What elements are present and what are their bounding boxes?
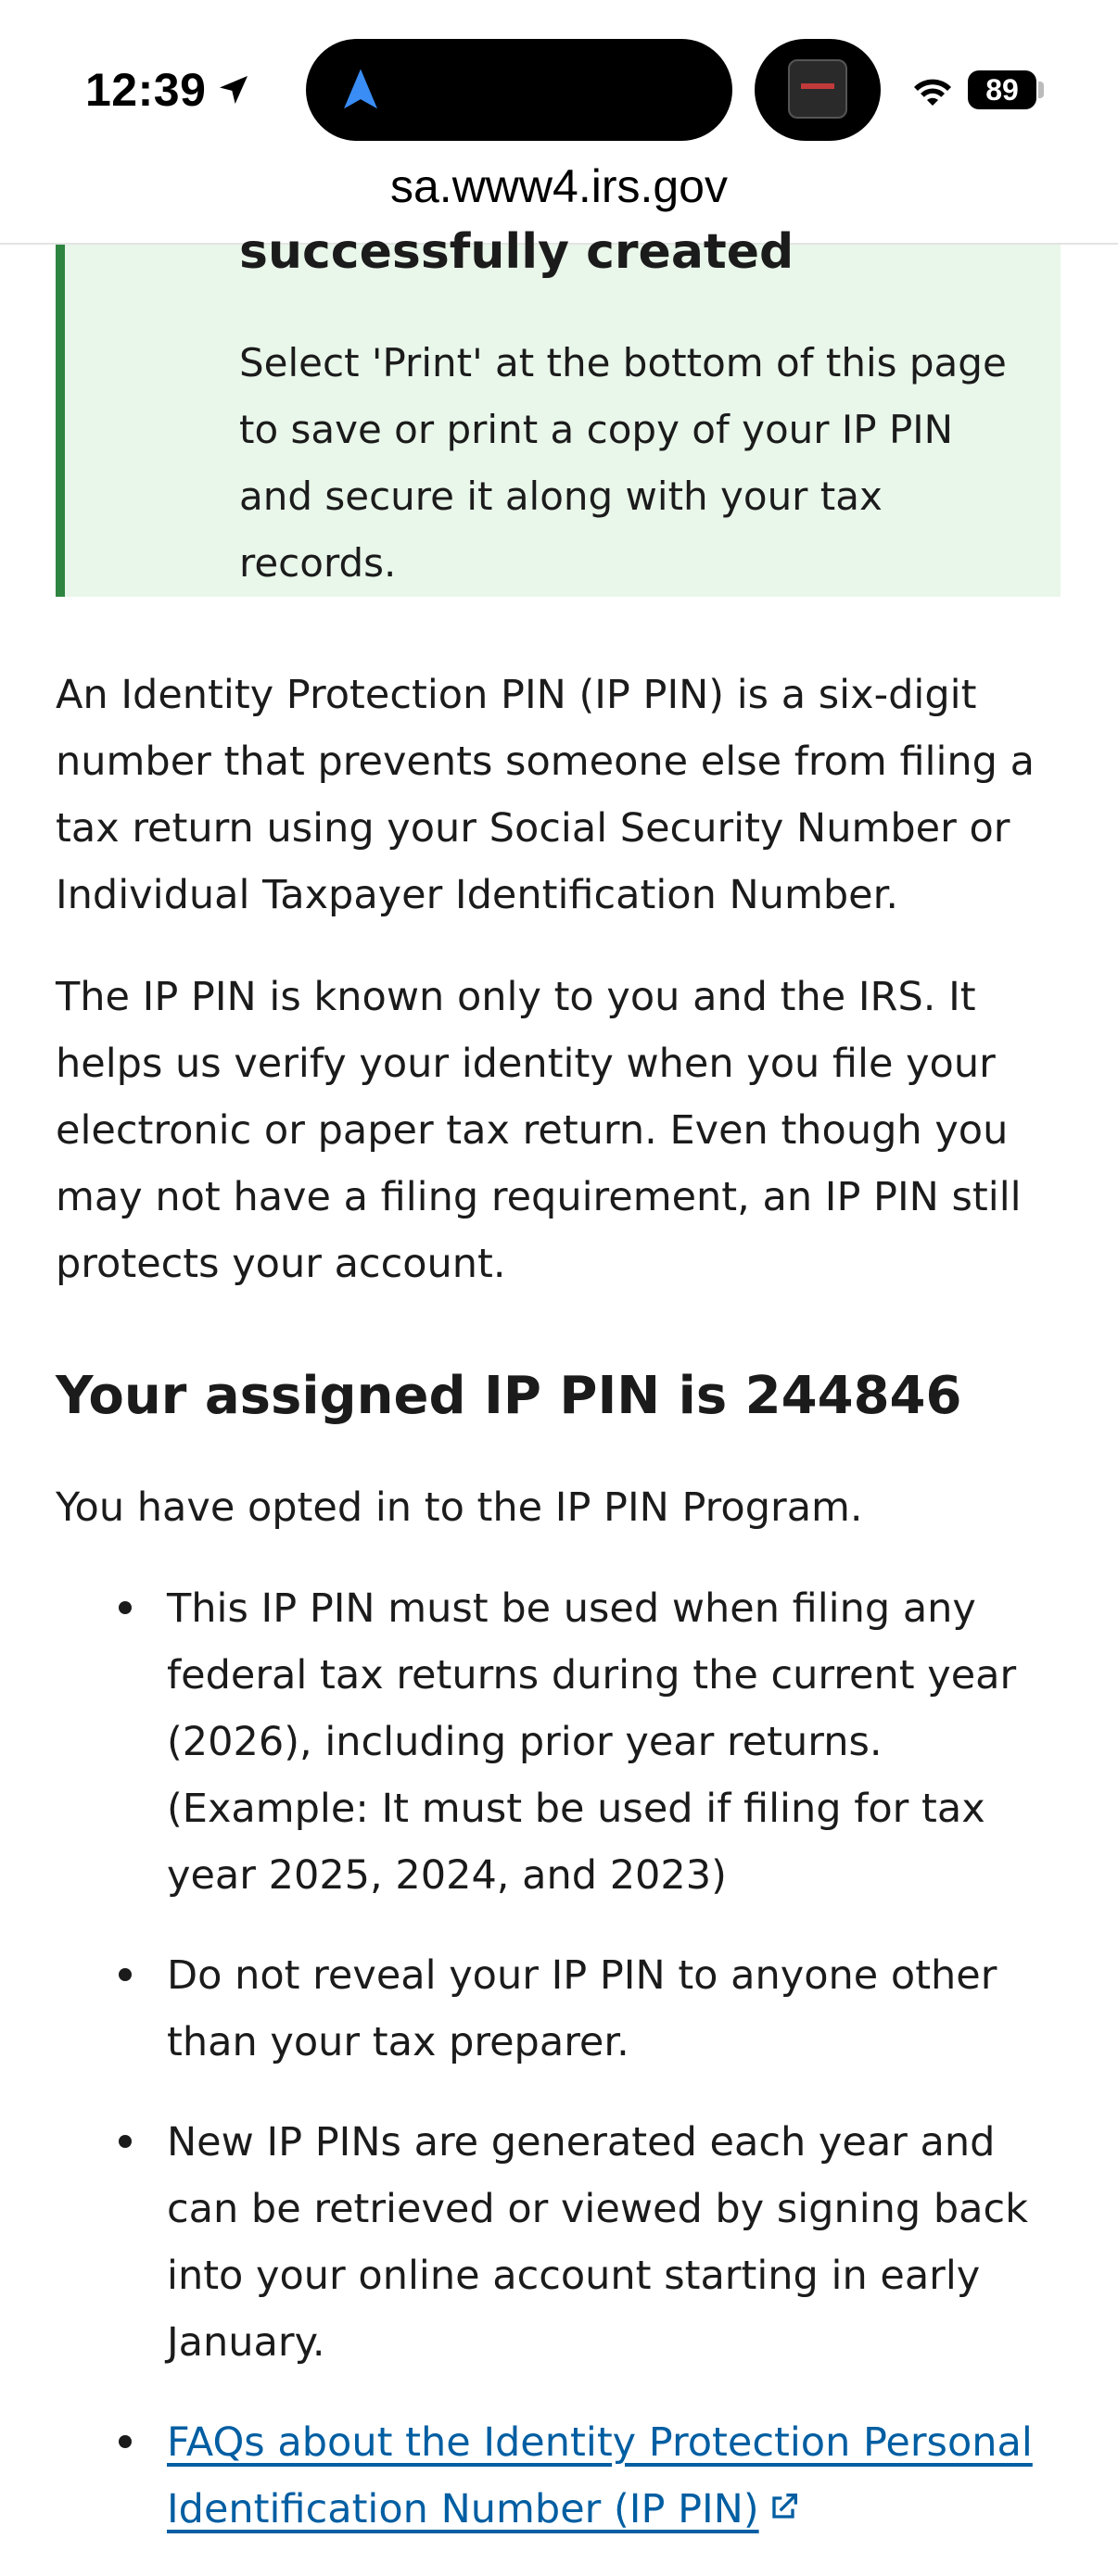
faq-link[interactable]: FAQs about the Identity Protection Personal Identification Number (IP PIN) (167, 2419, 1033, 2532)
status-time (85, 63, 252, 117)
pin-section (56, 1366, 1066, 1426)
wifi-icon (910, 72, 955, 109)
battery-cap-icon (1038, 82, 1044, 98)
pin-heading: Your assigned IP PIN is 244846 (56, 1366, 962, 1426)
list-item (56, 1575, 1066, 1909)
alert-heading: successfully created (239, 224, 794, 280)
address-bar[interactable] (0, 159, 1118, 213)
bullet-icon (119, 2435, 132, 2448)
success-alert (56, 224, 1061, 597)
opted-in-section (56, 1474, 1066, 1541)
list-item-text: Do not reveal your IP PIN to anyone other than your tax preparer. (167, 1952, 997, 2065)
opted-in-text: You have opted in to the IP PIN Program. (56, 1484, 863, 1531)
now-playing-bubble[interactable] (755, 39, 881, 141)
intro-paragraph: An Identity Protection PIN (IP PIN) is a six-digit number that prevents someone else from filing a tax return using your Social Security Number or Individual Taxpayer Identification Number. (56, 672, 1035, 918)
list-item (56, 1942, 1066, 2076)
external-link-icon (765, 2489, 802, 2526)
dynamic-island[interactable] (306, 39, 732, 141)
pin-instructions-list (56, 1575, 1066, 2576)
navigation-arrow-icon (336, 65, 386, 115)
bullet-icon (119, 2135, 132, 2148)
bullet-icon (119, 1968, 132, 1981)
list-item-text: This IP PIN must be used when filing any federal tax returns during the current year (2026), including prior year returns. (167, 1585, 1017, 1765)
status-time-label: 12:39 (85, 64, 207, 116)
bullet-icon (119, 1601, 132, 1614)
album-art-icon (788, 59, 847, 119)
address-bar-url: sa.www4.irs.gov (390, 160, 728, 212)
intro-section (56, 662, 1066, 928)
about-paragraph: The IP PIN is known only to you and the IRS. It helps us verify your identity when you file your electronic or paper tax return. Even though you may not have a filing requirement, an IP PIN still protects your account. (56, 974, 1022, 1287)
alert-text: Select 'Print' at the bottom of this page to save or print a copy of your IP PIN and secure it along with your tax records. (239, 340, 1007, 586)
list-item-text: New IP PINs are generated each year and can be retrieved or viewed by signing back into your online account starting in early January. (167, 2119, 1029, 2366)
list-item-example: (Example: It must be used if filing for tax year 2025, 2024, and 2023) (167, 1786, 985, 1899)
location-arrow-icon (215, 71, 252, 108)
battery-indicator (968, 70, 1036, 109)
about-section (56, 964, 1066, 1297)
status-bar (0, 0, 1118, 212)
battery-level: 89 (985, 72, 1019, 107)
list-item (56, 2109, 1066, 2376)
